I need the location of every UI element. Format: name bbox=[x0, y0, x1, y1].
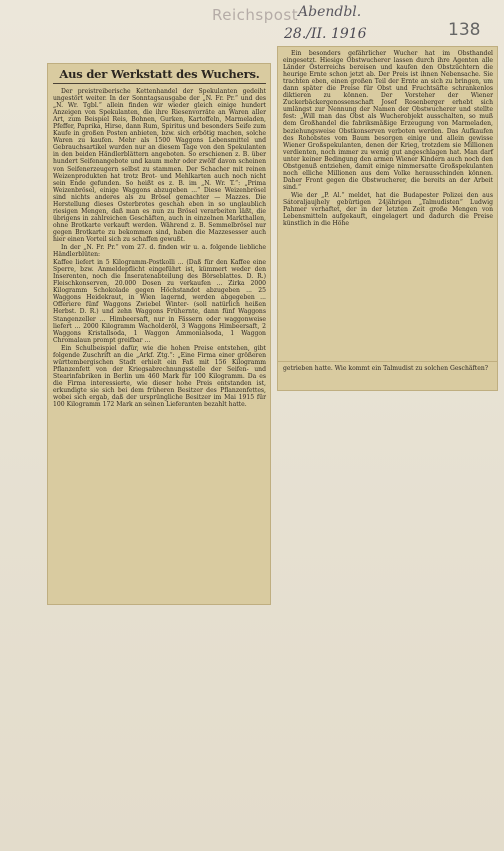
paragraph-5: Ein besonders gefährlicher Wucher hat im Obsthandel eingesetzt. Hiesige Obstwucherer lassen durch ihre Agenten alle Länder Österreichs bereisen und kaufen den Obstzüchtern die heurige Ernte schon jetzt ab. Der Preis ist ihnen Nebensache. Sie trachten eben, einen großen Teil der Ernte an sich zu bringen, um dann später die Preise für Obst und Fruchtsäfte schrankenlos diktieren zu können. Der Vorsteher der Wiener Zuckerbäckergenossenschaft Josef Rosenberger erhebt sich umlängst zur Nennung der Namen der Obstwucherer und stellte fest: „Will man das Obst als Wucherobjekt ausschalten, so muß dem Großhandel die fabriksmäßige Erzeugung von Marmeladen, beziehungsweise Obstkonserven verboten werden. Das Aufkaufen des Rohobstes vom Baum besorgen einige und allein gewisse Wiener Großspekulanten, denen der Krieg, trotzdem sie Millionen verdienten, noch immer zu wenig gut angeschlagen hat. Man darf unter keiner Bedingung den armen Wiener Kindern auch noch den Obstgenuß entziehen, damit einige nimmersatte Großspekulanten noch elliche Millionen aus dem Volke herausschinden können. Daher Front gegen die Obstwucherer, die bereits an der Arbeit sind.“ bbox=[283, 50, 493, 191]
handwritten-date: 28./II. 1916 bbox=[284, 26, 367, 42]
paragraph-2: In der „N. Fr. Pr.“ vom 27. d. finden wir u. a. folgende liebliche Händlerblüten: bbox=[53, 244, 266, 259]
clipping-continuation bbox=[277, 361, 498, 391]
continuation-text bbox=[283, 365, 493, 373]
left-column-text bbox=[53, 67, 266, 409]
clipping-right-column bbox=[277, 46, 498, 362]
page-number: 138 bbox=[448, 20, 481, 40]
clipping-left-column bbox=[47, 63, 271, 605]
paragraph-4: Ein Schulbeispiel dafür, wie die hohen Preise entstehen, gibt folgende Zuschrift an die „Arkf. Ztg.“: „Eine Firma einer größeren württembergischen Stadt erhielt ein Faß mit 156 Kilogramm Pflanzenfett von der Kriegsabrechnungsstelle der Seifen- und Stearinfabriken in Berlin um 460 Mark für 100 Kilogramm. Da es die Firma interessierte, wie dieser hohe Preis entstanden ist, erkundigte sie sich bei dem früheren Besitzer des Pflanzenfettes, wobei sich ergab, daß der ursprüngliche Besitzer im Mai 1915 für 100 Kilogramm 172 Mark an seinen Lieferanten bezahlt hatte. bbox=[53, 344, 266, 409]
article-headline: Aus der Werkstatt des Wuchers. bbox=[53, 67, 266, 84]
right-column-text bbox=[283, 50, 493, 228]
paragraph-7: getrieben hatte. Wie kommt ein Talmudist zu solchen Geschäften? bbox=[283, 365, 489, 372]
paragraph-6: Wie der „P. Al.“ meldet, hat die Budapester Polizei den aus Sátoraljaujhely gebürtigen 24jährigen „Talmudisten“ Ludwig Pahmer verhaftet, der in der letzten Zeit große Mengen von Lebensmitteln aufgekauft, eingelagert und dadurch die Preise künstlich in die Höhe bbox=[283, 191, 493, 228]
paragraph-3: Kaffee liefert in 5 Kilogramm-Postkolli ... (Daß für den Kaffee eine Sperre, bzw. Anmeldepflicht eingeführt ist, kümmert weder den Inserenten, noch die Inseratenabteilung des Börseblattes. D. R.) Fleischkonserven, 20.000 Dosen zu verkaufen ... Zirka 2000 Kilogramm Schokolade gegen Höchstandot abzugeben ... 25 Waggons Heidekraut, in Wien lagernd, werden abgegeben ... Offeriere fünf Waggons Zwiebel Winter- (soll natürlich heißen Herbst. D. R.) und zehn Waggons Frühernte, dann fünf Waggons Stangenzeller ... Himbeersaft, nur in Fässern oder waggonweise liefert ... 2000 Kilogramm Wacholderöl, 3 Waggons Himbeersaft, 2 Waggons Kristallsoda, 1 Waggon Ammonialsoda, 1 Waggon Chromalaun prompt greifbar ... bbox=[53, 259, 266, 344]
archive-stamp: Reichspost bbox=[212, 6, 299, 24]
handwritten-note: Abendbl. bbox=[298, 4, 362, 20]
paragraph-1: Der preistreiberische Kettenhandel der Spekulanten gedeiht ungestört weiter. In der Sonntagsausgabe der „N. Fr. Pr.“ und des „N. Wr. Tgbl.“ allein finden wir wieder gleich einige hundert Anzeigen von Spekulanten, die ihre Riesenvorräte an Waren aller Art, zum Beispiel Reis, Bohnen, Gurken, Kartoffeln, Marmeladen, Pfeffer, Paprika, Hirse, dann Rum, Spiritus und besonders Seife zum Kaufe in großen Posten anbieten, bzw. sich erbötig machen, solche Waren zu kaufen. Mehr als 1500 Waggons Lebensmittel und Gebrauchsartikel wurden nur an diesem Tage von den Spekulanten in den beiden Händlerblättern angeboten. So erschienen z. B. über hundert Seifenangebote und kaum mehr oder zwölf davon scheinen von Seifenerzeugern selbst zu stammen. Der Schacher mit reinen Weizenprodukten hat trotz Brot- und Mehlkarten auch noch nicht sein Ende gefunden. So heißt es z. B. im „N. Wr. T.“: „Prima Weizenbrösel, einige Waggons abzugeben ...“ Diese Weizenbrösel sind nichts anderes als zu Brösel gemachter — Mazzes. Die Herstellung dieses Osterbrotes geschah eben in so unglaublich riesigen Mengen, daß man es nun zu Brösel verarbeiten läßt, die übrigens in zahlreichen Geschäften, auch in einzelnen Markthallen, ohne Brotkarte verkauft werden. Während z. B. Semmelbrösel nur gegen Brotkarte zu bekommen sind, haben die Mazzesesser auch hier einen Vorteil sich zu schaffen gewußt. bbox=[53, 88, 266, 243]
